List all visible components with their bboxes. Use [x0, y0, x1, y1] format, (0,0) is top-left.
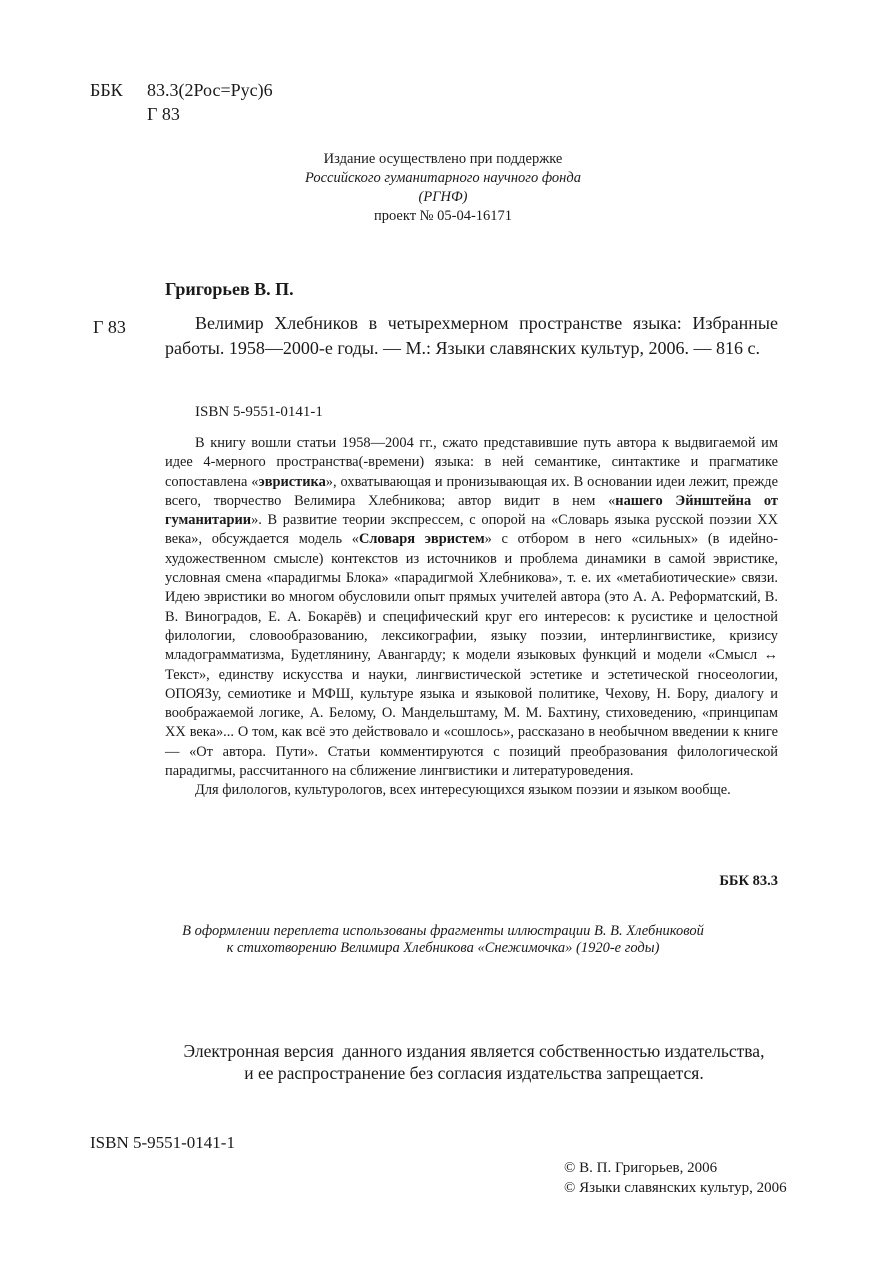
author-mark: Г 83	[93, 317, 126, 337]
support-line-1: Издание осуществлено при поддержке	[323, 151, 563, 167]
copyright	[564, 1158, 787, 1198]
annotation-paragraph-2: Для филологов, культурологов, всех интересующихся языком поэзии и языком вообще.	[195, 782, 731, 799]
annot-text: », охватывающая и пронизывающая их. В основании идеи лежит, прежде всего, творчество Велимира Хлебникова; автор видит в нем «	[165, 473, 778, 509]
support-line-3: (РГНФ)	[418, 189, 468, 205]
bbk-short: ББК 83.3	[719, 873, 778, 889]
book-author: Григорьев В. П.	[165, 279, 294, 299]
annot-text: » с отбором в него «сильных» (в идейно-художественном смысле) контекстов из источников и проблема динамики в самой эвристике, условная смена «парадигмы Блока» «парадигмой Хлебникова», т. е. их «метабиотические» связи. Идею эвристики во многом обусловили опыт прямых учителей автора (это А. А. Реформатский, В. В. Виноградов, Е. А. Бокарёв) и специфический круг его интересов: к русистике и целостной филологии, словообразованию, лексикографии, языку поэзии, интерлингвистике, кризису младограмматизма, Будетлянину, Авангарду; к модели языковых функций и модели «Смысл ↔ Текст», единству искусства и науки, лингвистической эстетике и эстетической гносеологии, ОПОЯЗу, семиотике и МФШ, культуре языка и языковой политике, Чехову, Н. Бору, диалогу и воображаемой логике, А. Белому, О. Мандельштаму, М. М. Бахтину, стиховедению, «принципам XX века»... О том, как всё это действовало и «сошлось», рассказано в необычном введении к книге — «От автора. Пути». Статьи комментируются с позиций преобразования филологической парадигмы, рассчитанного на сближение лингвистики и литературоведения.	[165, 531, 778, 780]
isbn-footer: ISBN 5-9551-0141-1	[90, 1133, 235, 1152]
electronic-notice-line-2: и ее распространение без согласия издательства запрещается.	[244, 1063, 704, 1083]
electronic-notice-line-1: Электронная версия данного издания является собственностью издательства,	[183, 1041, 765, 1061]
copyright-publisher: © Языки славянских культур, 2006	[564, 1180, 787, 1196]
annot-text: ». В развитие теории экспрессем, с опорой на «Словарь языка русской поэзии XX века», обсуждается модель «	[165, 512, 778, 548]
isbn: ISBN 5-9551-0141-1	[195, 404, 323, 420]
annotation	[165, 434, 778, 801]
support-line-4: проект № 05-04-16171	[373, 208, 513, 224]
book-title: Велимир Хлебников в четырехмерном пространстве языка: Избранные работы. 1958—2000-е годы. — М.: Языки славянских культур, 2006. — 816 с.	[165, 313, 778, 358]
copyright-author: © В. П. Григорьев, 2006	[564, 1160, 718, 1176]
bbk-label: ББК	[90, 80, 123, 100]
electronic-notice	[0, 1040, 886, 1084]
cover-note-line-1: В оформлении переплета использованы фрагменты иллюстрации В. В. Хлебниковой	[182, 923, 704, 939]
author-mark-top: Г 83	[147, 104, 180, 124]
annot-text: В книгу вошли статьи 1958—2004 гг., сжато представившие путь автора к выдвигаемой им идее 4-мерного пространства(-времени) языка: в ней семантике, синтактике и прагматике сопоставлена «	[165, 435, 778, 490]
annot-bold-dictionary: Словаря эвристем	[358, 531, 485, 548]
bbk-code: 83.3(2Рос=Рус)6	[147, 80, 273, 100]
annotation-paragraph-1	[165, 434, 778, 781]
annot-bold-einstein: нашего Эйнштейна от гуманитарии	[165, 492, 778, 529]
cover-note	[0, 923, 886, 957]
support-note	[0, 150, 886, 226]
annot-bold-heuristics: эвристика	[258, 473, 326, 490]
cover-note-line-2: к стихотворению Велимира Хлебникова «Снежимочка» (1920-е годы)	[226, 940, 660, 956]
support-line-2: Российского гуманитарного научного фонда	[305, 170, 581, 186]
